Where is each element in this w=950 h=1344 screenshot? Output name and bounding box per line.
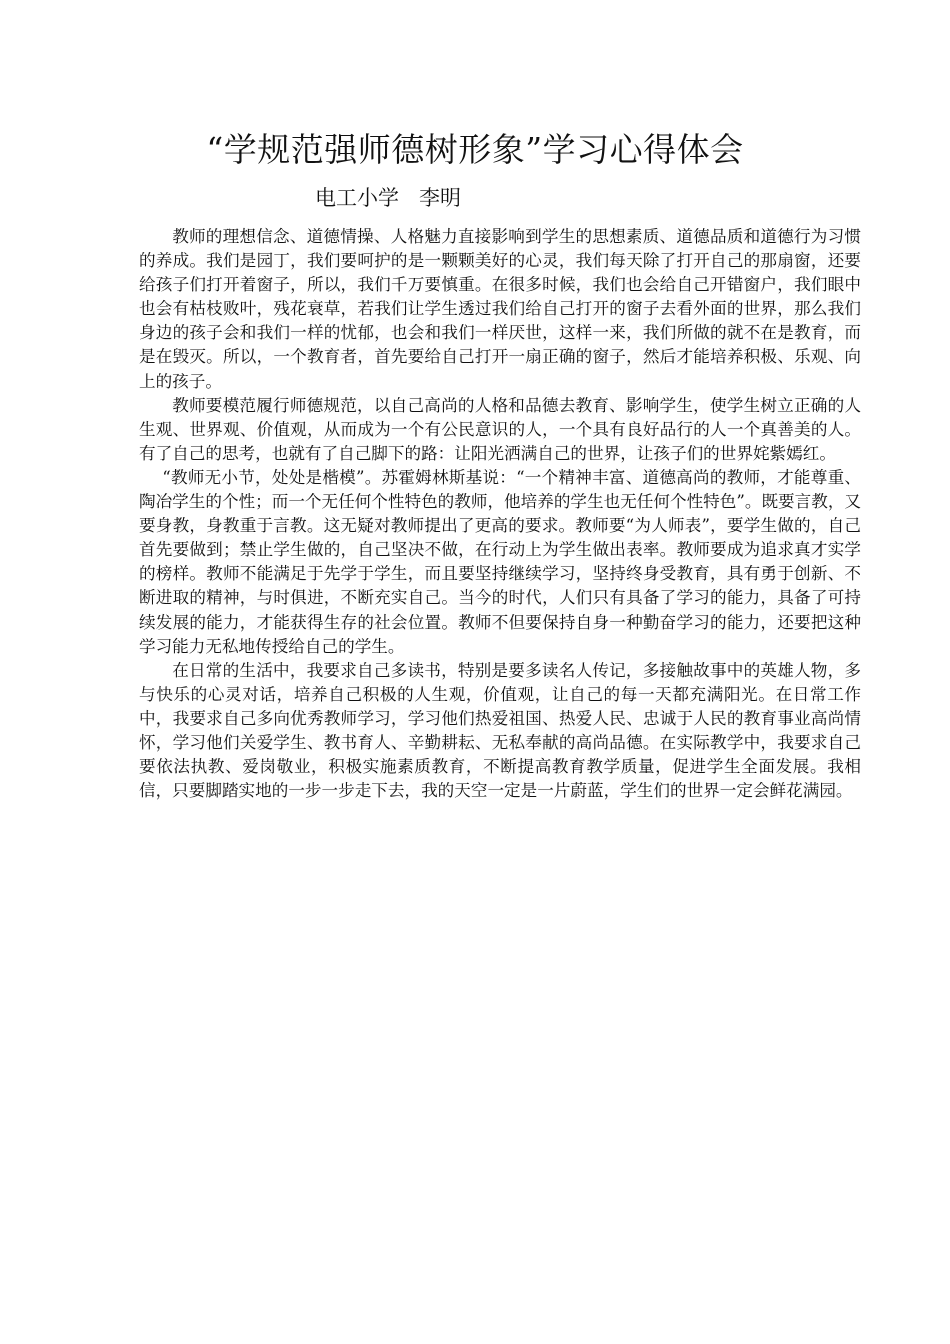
document-title: “学规范强师德树形象”学习心得体会	[206, 130, 744, 169]
paragraph-1: 教师的理想信念、道德情操、人格魅力直接影响到学生的思想素质、道德品质和道德行为习惯的养成。我们是园丁，我们要呵护的是一颗颗美好的心灵，我们每天除了打开自己的那扇窗，还要给孩子们打开着窗子，所以，我们千万要慎重。在很多时候，我们也会给自己开错窗户，我们眼中也会有枯枝败叶，残花衰草，若我们让学生透过我们给自己打开的窗子去看外面的世界，那么我们身边的孩子会和我们一样的忧郁，也会和我们一样厌世，这样一来，我们所做的就不在是教育，而是在毁灭。所以，一个教育者，首先要给自己打开一扇正确的窗子，然后才能培养积极、乐观、向上的孩子。	[139, 227, 861, 391]
author-byline: 电工小学 李明	[315, 186, 462, 210]
paragraph-3: “教师无小节，处处是楷模”。苏霍姆林斯基说：“一个精神丰富、道德高尚的教师，才能尊重、陶冶学生的个性；而一个无任何个性特色的教师，他培养的学生也无任何个性特色”。既要言教，又要身教，身教重于言教。这无疑对教师提出了更高的要求。教师要“为人师表”，要学生做的，自己首先要做到；禁止学生做的，自己坚决不做，在行动上为学生做出表率。教师要成为追求真才实学的榜样。教师不能满足于先学于学生，而且要坚持继续学习，坚持终身受教育，具有勇于创新、不断进取的精神，与时俱进，不断充实自己。当今的时代，人们只有具备了学习的能力，具备了可持续发展的能力，才能获得生存的社会位置。教师不但要保持自身一种勤奋学习的能力，还要把这种学习能力无私地传授给自己的学生。	[139, 467, 862, 656]
paragraph-2: 教师要模范履行师德规范，以自己高尚的人格和品德去教育、影响学生，使学生树立正确的人生观、世界观、价值观，从而成为一个有公民意识的人，一个具有良好品行的人一个真善美的人。有了自己的思考，也就有了自己脚下的路：让阳光洒满自己的世界，让孩子们的世界姹紫嫣红。	[139, 395, 861, 463]
paragraph-4: 在日常的生活中，我要求自己多读书，特别是要多读名人传记，多接触故事中的英雄人物，多与快乐的心灵对话，培养自己积极的人生观，价值观，让自己的每一天都充满阳光。在日常工作中，我要求自己多向优秀教师学习，学习他们热爱祖国、热爱人民、忠诚于人民的教育事业高尚情怀，学习他们关爱学生、教书育人、辛勤耕耘、无私奉献的高尚品德。在实际教学中，我要求自己要依法执教、爱岗敬业，积极实施素质教育，不断提高教育教学质量，促进学生全面发展。我相信，只要脚踏实地的一步一步走下去，我的天空一定是一片蔚蓝，学生们的世界一定会鲜花满园。	[139, 660, 861, 801]
document-body	[139, 225, 861, 803]
